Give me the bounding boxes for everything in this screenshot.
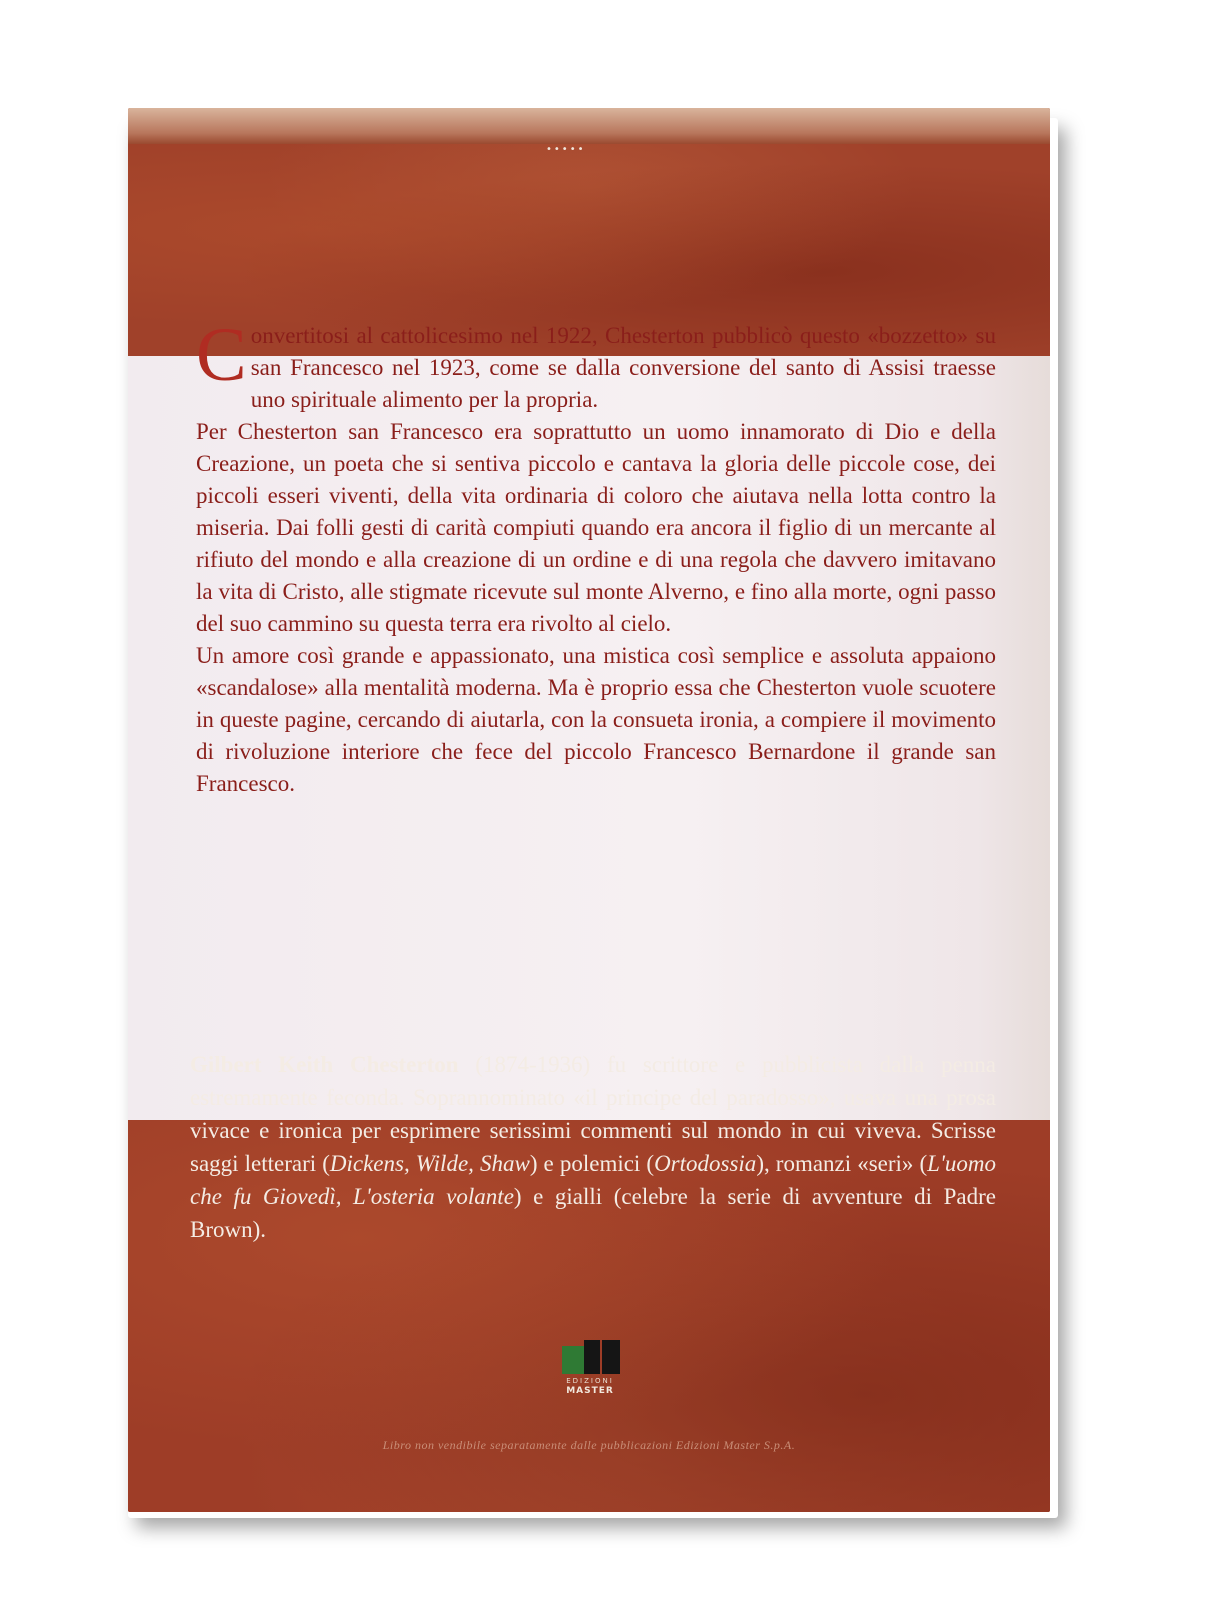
bio-text-2: ) e polemici ( xyxy=(529,1151,655,1176)
bio-text-1: (1874-1936) fu scrittore e pubblicista dalla penna estremamente feconda. Soprannominato «il principe del paradosso», usava una prosa vivace e ironica per esprimere serissimi commenti sul mondo in cui viveva. Scrisse saggi letterari ( xyxy=(190,1052,996,1176)
author-name: Gilbert Keith Chesterton xyxy=(190,1052,459,1077)
drop-cap: C xyxy=(196,313,247,397)
blurb-paragraph-2: Per Chesterton san Francesco era soprattutto un uomo innamorato di Dio e della Creazione, un poeta che si sentiva piccolo e cantava la gloria delle piccole cose, dei piccoli esseri viventi, della vita ordinaria di coloro che aiutava nella lotta contro la miseria. Dai folli gesti di carità compiuti quando era ancora il figlio di un mercante al rifiuto del mondo e alla creazione di un ordine e di una regola che davvero imitavano la vita di Cristo, alle stigmate ricevute sul monte Alverno, e fino alla morte, ogni passo del suo cammino su questa terra era rivolto al cielo. xyxy=(196,419,996,636)
bio-works-1: Dickens, Wilde, Shaw xyxy=(329,1151,530,1176)
publisher-logo-mark xyxy=(562,1340,618,1374)
book-back-cover xyxy=(128,108,1050,1512)
author-bio xyxy=(190,1048,996,1246)
blurb-paragraph-3: Un amore così grande e appassionato, una mistica così semplice e assoluta appaiono «scandalose» alla mentalità moderna. Ma è proprio essa che Chesterton vuole scuotere in queste pagine, cercando di aiutarla, con la consueta ironia, a compiere il movimento di rivoluzione interiore che fece del piccolo Francesco Bernardone il grande san Francesco. xyxy=(196,643,996,796)
logo-black-block xyxy=(584,1340,600,1374)
bio-text-3: ), romanzi «seri» ( xyxy=(756,1151,928,1176)
blurb-text xyxy=(196,313,996,800)
blurb-paragraph-1-text: onvertitosi al cattolicesimo nel 1922, Chesterton pubblicò questo «bozzetto» su san Francesco nel 1923, come se dalla conversione del santo di Assisi traesse uno spirituale alimento per la propria. xyxy=(250,323,996,412)
logo-green-block xyxy=(562,1346,584,1374)
blurb-paragraph-1 xyxy=(196,313,996,416)
publisher-logo xyxy=(560,1340,620,1402)
publisher-logo-line1: EDIZIONI xyxy=(566,1377,614,1385)
sale-disclaimer: Libro non vendibile separatamente dalle pubblicazioni Edizioni Master S.p.A. xyxy=(382,1438,796,1452)
logo-black-block xyxy=(600,1340,620,1374)
publisher-logo-line2: MASTER xyxy=(566,1386,614,1396)
book-top-edge xyxy=(128,108,1050,144)
spine-mark: ••••• xyxy=(546,144,586,155)
bio-text-4: ) e gialli (celebre la serie di avventure di Padre Brown). xyxy=(190,1184,996,1242)
bio-works-2: Ortodossia xyxy=(654,1151,757,1176)
bio-works-3: L'uomo che fu Giovedì, L'osteria volante xyxy=(190,1151,996,1209)
